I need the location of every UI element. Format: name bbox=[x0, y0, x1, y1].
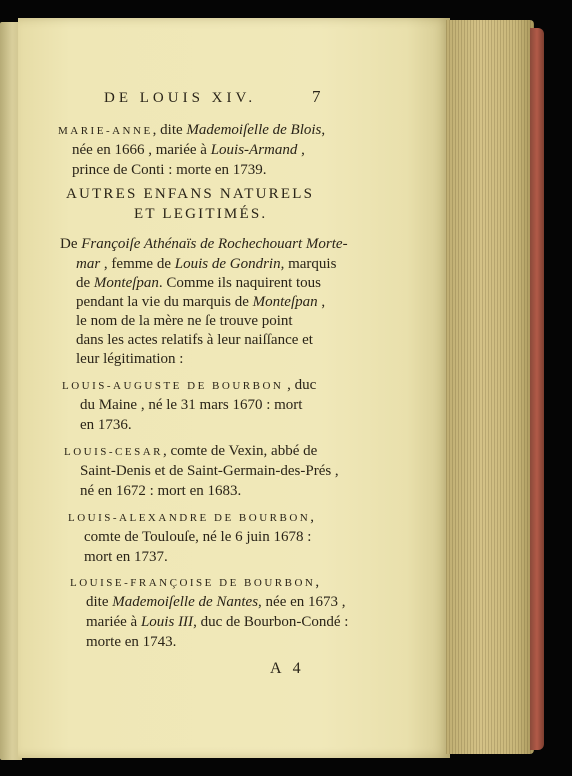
intro-line: leur légitimation : bbox=[76, 351, 184, 367]
child-entry-line: en 1736. bbox=[80, 417, 132, 433]
intro-line: de Monteſpan. Comme ils naquirent tous bbox=[76, 275, 321, 291]
entry-line: née en 1666 , mariée à Louis-Armand , bbox=[72, 142, 305, 158]
child-entry-line: du Maine , né le 31 mars 1670 : mort bbox=[80, 397, 303, 413]
child-entry-line: mariée à Louis III, duc de Bourbon-Condé : bbox=[86, 614, 349, 630]
entry-line: MARIE-ANNE, dite Mademoiſelle de Blois, bbox=[58, 122, 326, 138]
child-entry-line: né en 1672 : mort en 1683. bbox=[80, 483, 242, 499]
intro-line: dans les actes relatifs à leur naiſſance et bbox=[76, 332, 313, 348]
running-head: DE LOUIS XIV. bbox=[104, 90, 257, 106]
child-entry-line: mort en 1737. bbox=[84, 549, 168, 565]
intro-line: mar , femme de Louis de Gondrin, marquis bbox=[76, 256, 337, 272]
child-entry-line: LOUISE-FRANÇOISE DE BOURBON, bbox=[70, 574, 320, 590]
child-entry-line: dite Mademoiſelle de Nantes, née en 1673 , bbox=[86, 594, 346, 610]
section-heading: ET LEGITIMÉS. bbox=[134, 206, 268, 222]
intro-line: pendant la vie du marquis de Monteſpan , bbox=[76, 294, 326, 310]
intro-line: le nom de la mère ne ſe trouve point bbox=[76, 313, 293, 329]
section-heading: AUTRES ENFANS NATURELS bbox=[66, 186, 315, 202]
child-entry-line: Saint-Denis et de Saint-Germain-des-Prés , bbox=[80, 463, 339, 479]
signature-mark: A 4 bbox=[270, 660, 305, 677]
page-number: 7 bbox=[312, 87, 321, 106]
intro-line: De Françoiſe Athénaïs de Rochechouart Morte- bbox=[60, 236, 348, 252]
child-entry-line: LOUIS-AUGUSTE DE BOURBON , duc bbox=[62, 377, 317, 393]
child-entry-line: comte de Toulouſe, né le 6 juin 1678 : bbox=[84, 529, 312, 545]
child-entry-line: LOUIS-CESAR, comte de Vexin, abbé de bbox=[64, 443, 318, 459]
child-entry-line: LOUIS-ALEXANDRE DE BOURBON, bbox=[68, 509, 314, 525]
child-entry-line: morte en 1743. bbox=[86, 634, 177, 650]
entry-line: prince de Conti : morte en 1739. bbox=[72, 162, 267, 178]
